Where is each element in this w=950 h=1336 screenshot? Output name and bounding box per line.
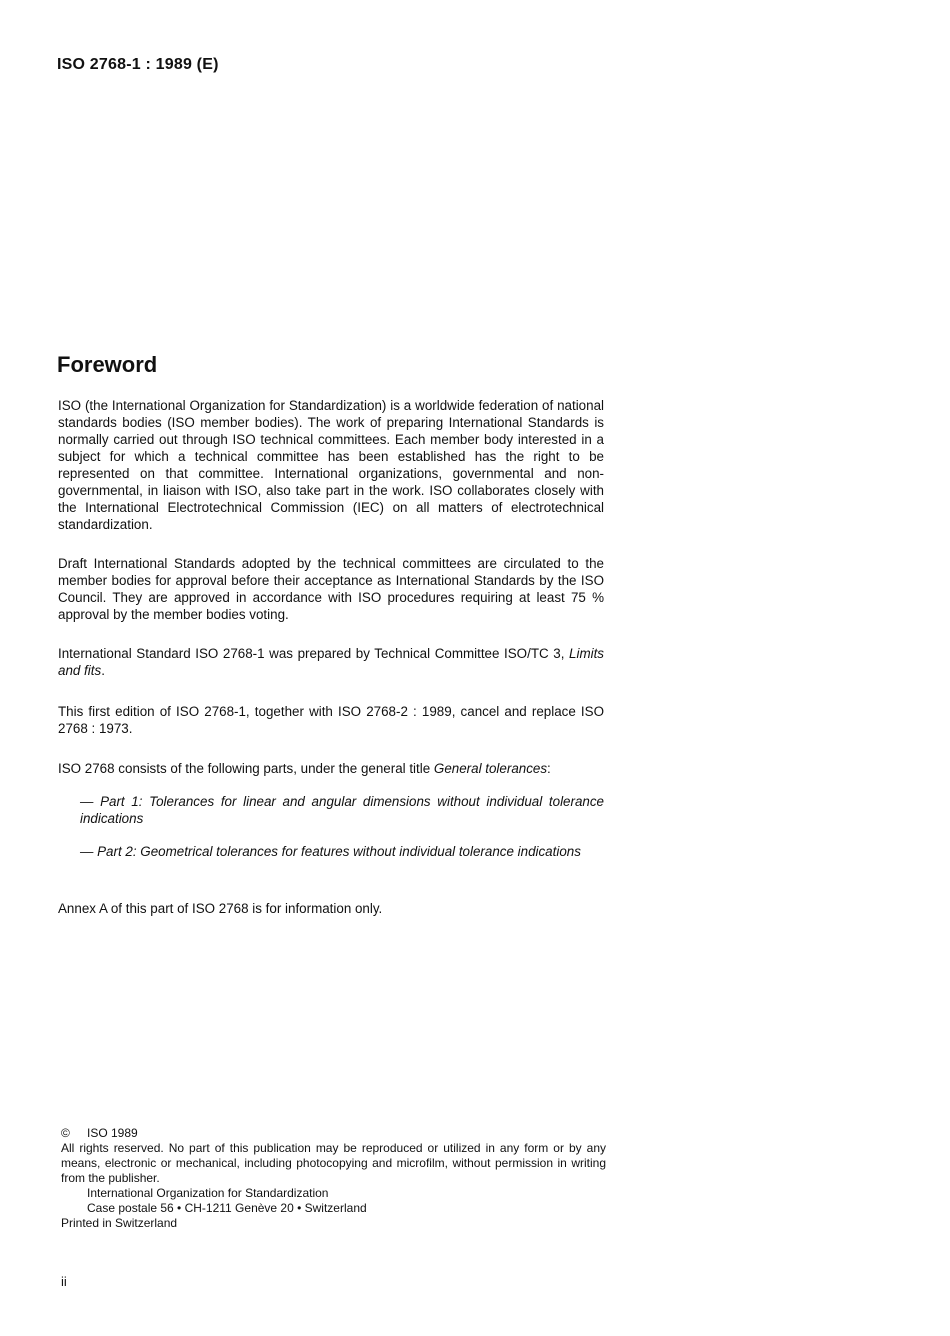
foreword-paragraph-annex: Annex A of this part of ISO 2768 is for information only. — [58, 901, 383, 916]
general-title: General tolerances — [433, 761, 548, 776]
foreword-paragraph-iso-description: ISO (the International Organization for Standardization) is a worldwide federation of national standards bodies (ISO member bodies). The work of preparing International Standards is normally carried out through ISO technical committees. Each member body interested in a subject for which a technical committee has been established has the right to be represented on that committee. International organizations, governmental and non-governmental, in liaison with ISO, also take part in the work. ISO collaborates closely with the International Electrotechnical Commission (IEC) on all matters of electrotechnical standardization. — [58, 398, 604, 532]
publisher-name: International Organization for Standardization — [87, 1186, 329, 1200]
document-identifier: ISO 2768-1 : 1989 (E) — [57, 56, 219, 73]
committee-title: Limits and fits — [58, 646, 604, 678]
parts-intro-end: : — [547, 761, 551, 776]
prepared-by-end: . — [101, 663, 105, 678]
foreword-paragraph-edition: This first edition of ISO 2768-1, together with ISO 2768-2 : 1989, cancel and replace ISO 2768 : 1973. — [58, 704, 604, 736]
page-number: ii — [61, 1274, 67, 1289]
rights-statement: All rights reserved. No part of this publication may be reproduced or utilized in any form or by any means, electronic or mechanical, including photocopying and microfilm, without permission in writing from the publisher. — [61, 1141, 606, 1185]
printed-in: Printed in Switzerland — [61, 1216, 178, 1230]
foreword-heading: Foreword — [57, 352, 158, 377]
copyright-block — [61, 1126, 606, 1231]
copyright-year: ISO 1989 — [87, 1126, 138, 1140]
parts-intro-text: ISO 2768 consists of the following parts, under the general title — [58, 761, 434, 776]
copyright-icon: © — [61, 1126, 70, 1140]
copyright-notice — [61, 1126, 606, 1141]
foreword-paragraph-prepared-by — [58, 645, 604, 679]
list-item-part-2: — Part 2: Geometrical tolerances for features without individual tolerance indications — [80, 844, 581, 859]
list-item-part-1: — Part 1: Tolerances for linear and angular dimensions without individual tolerance indications — [80, 794, 604, 826]
foreword-paragraph-draft-standards: Draft International Standards adopted by the technical committees are circulated to the member bodies for approval before their acceptance as International Standards by the ISO Council. They are approved in accordance with ISO procedures requiring at least 75 % approval by the member bodies voting. — [58, 556, 604, 622]
prepared-by-text: International Standard ISO 2768-1 was prepared by Technical Committee ISO/TC 3, — [58, 646, 570, 661]
publisher-address: Case postale 56 • CH-1211 Genève 20 • Switzerland — [87, 1201, 367, 1215]
foreword-paragraph-parts — [58, 760, 604, 777]
